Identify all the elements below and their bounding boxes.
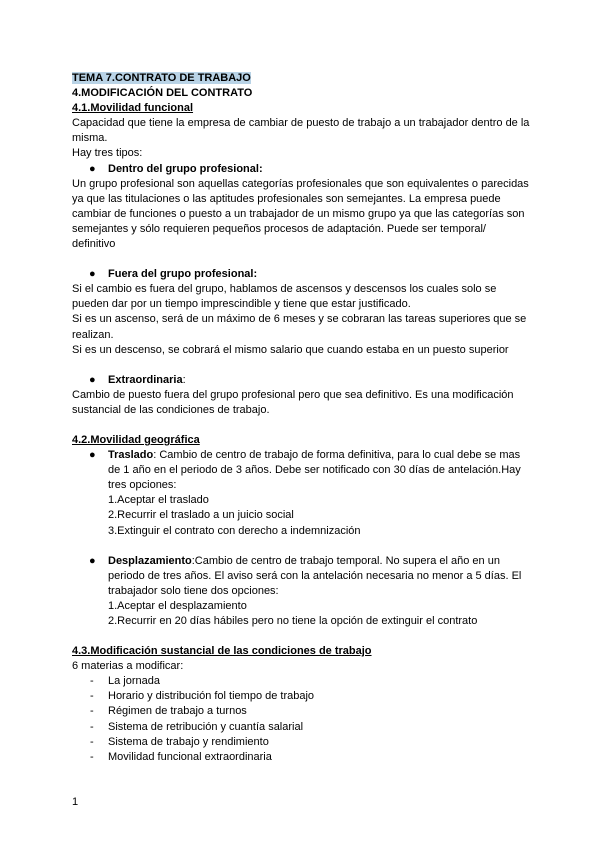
list-item-text: Horario y distribución fol tiempo de trabajo [108, 690, 315, 703]
outside-group-text-2: Si es un ascenso, será de un máximo de 6 meses y se cobraran las tareas superiores que se realizan. [72, 313, 527, 341]
bullet-dot-icon: ● [89, 162, 96, 175]
list-item: - Sistema de retribución y cuantía salarial [90, 720, 304, 733]
list-item: - Régimen de trabajo a turnos [90, 705, 247, 718]
list-item: - Movilidad funcional extraordinaria [90, 750, 272, 763]
bullet-displacement [72, 554, 532, 599]
bullet-within-group [72, 162, 532, 177]
bullet-extraordinary-title: Extraordinaria [108, 373, 183, 386]
bullet-outside-group [72, 267, 532, 282]
displacement-option-1: 1.Aceptar el desplazamiento [108, 599, 247, 612]
outside-group-text-3: Si es un descenso, se cobrará el mismo salario que cuando estaba en un puesto superior [72, 343, 509, 356]
list-item-text: Régimen de trabajo a turnos [108, 705, 247, 718]
outside-group-text-1: Si el cambio es fuera del grupo, hablamos de ascensos y descensos los cuales solo se pueden dar por un tiempo imprescindible y tiene que estar justificado. [72, 283, 497, 311]
bullet-displacement-text: :Cambio de centro de trabajo temporal. No supera el año en un periodo de tres años. El aviso será con la antelación necesaria no menor a 5 días. El trabajador solo tiene dos opciones: [108, 554, 522, 597]
list-item-text: La jornada [108, 675, 160, 688]
bullet-outside-group-title: Fuera del grupo profesional: [108, 268, 258, 281]
section-4-1-types: Hay tres tipos: [72, 147, 143, 160]
list-item-text: Sistema de trabajo y rendimiento [108, 735, 269, 748]
section-4-3-intro: 6 materias a modificar: [72, 660, 184, 673]
section-4-2-heading: 4.2.Movilidad geográfica [72, 433, 200, 446]
bullet-transfer-title: Traslado [108, 449, 154, 462]
within-group-text: Un grupo profesional son aquellas categorías profesionales que son equivalentes o parecidas ya que las titulaciones o las aptitudes profesionales son semejantes. La empresa puede cambiar de funciones o puesto a un trabajador de un mismo grupo ya que las categorías son semejantes y sólo requieren pequeños procesos de adaptación. Puede ser temporal/ definitivo [72, 177, 529, 251]
chapter-title: 4.MODIFICACIÓN DEL CONTRATO [72, 87, 253, 100]
transfer-option-3: 3.Extinguir el contrato con derecho a indemnización [108, 524, 361, 537]
topic-title-text: TEMA 7.CONTRATO DE TRABAJO [72, 72, 251, 84]
list-item: - Sistema de trabajo y rendimiento [90, 735, 269, 748]
section-4-3-heading: 4.3.Modificación sustancial de las condiciones de trabajo [72, 645, 372, 658]
topic-title [72, 71, 532, 86]
bullet-transfer-text: : Cambio de centro de trabajo de forma definitiva, para lo cual debe se mas de 1 año en el periodo de 3 años. Debe ser notificado con 30 días de antelación.Hay tres opciones: [108, 449, 521, 492]
list-item: - La jornada [90, 675, 160, 688]
bullet-dot-icon: ● [89, 373, 96, 386]
bullet-dot-icon: ● [89, 554, 96, 567]
bullet-extraordinary-colon: : [182, 373, 186, 386]
section-4-1-heading: 4.1.Movilidad funcional [72, 102, 194, 115]
bullet-dot-icon: ● [89, 268, 96, 281]
page-number: 1 [72, 796, 79, 808]
bullet-displacement-title: Desplazamiento [108, 554, 192, 567]
transfer-option-1: 1.Aceptar el traslado [108, 494, 209, 507]
bullet-dot-icon: ● [89, 449, 96, 462]
displacement-option-2: 2.Recurrir en 20 días hábiles pero no tiene la opción de extinguir el contrato [108, 615, 478, 627]
section-4-1-intro: Capacidad que tiene la empresa de cambiar de puesto de trabajo a un trabajador dentro de la misma. [72, 117, 530, 145]
document-content [72, 71, 532, 765]
bullet-transfer [72, 448, 532, 493]
transfer-option-2: 2.Recurrir el traslado a un juicio social [108, 509, 294, 522]
list-item-text: Movilidad funcional extraordinaria [108, 750, 272, 763]
bullet-extraordinary [72, 373, 532, 388]
list-item-text: Sistema de retribución y cuantía salarial [108, 720, 304, 733]
extraordinary-text: Cambio de puesto fuera del grupo profesional pero que sea definitivo. Es una modificación sustancial de las condiciones de trabajo. [72, 388, 514, 416]
bullet-within-group-title: Dentro del grupo profesional: [108, 162, 263, 175]
list-item: - Horario y distribución fol tiempo de trabajo [90, 690, 315, 703]
